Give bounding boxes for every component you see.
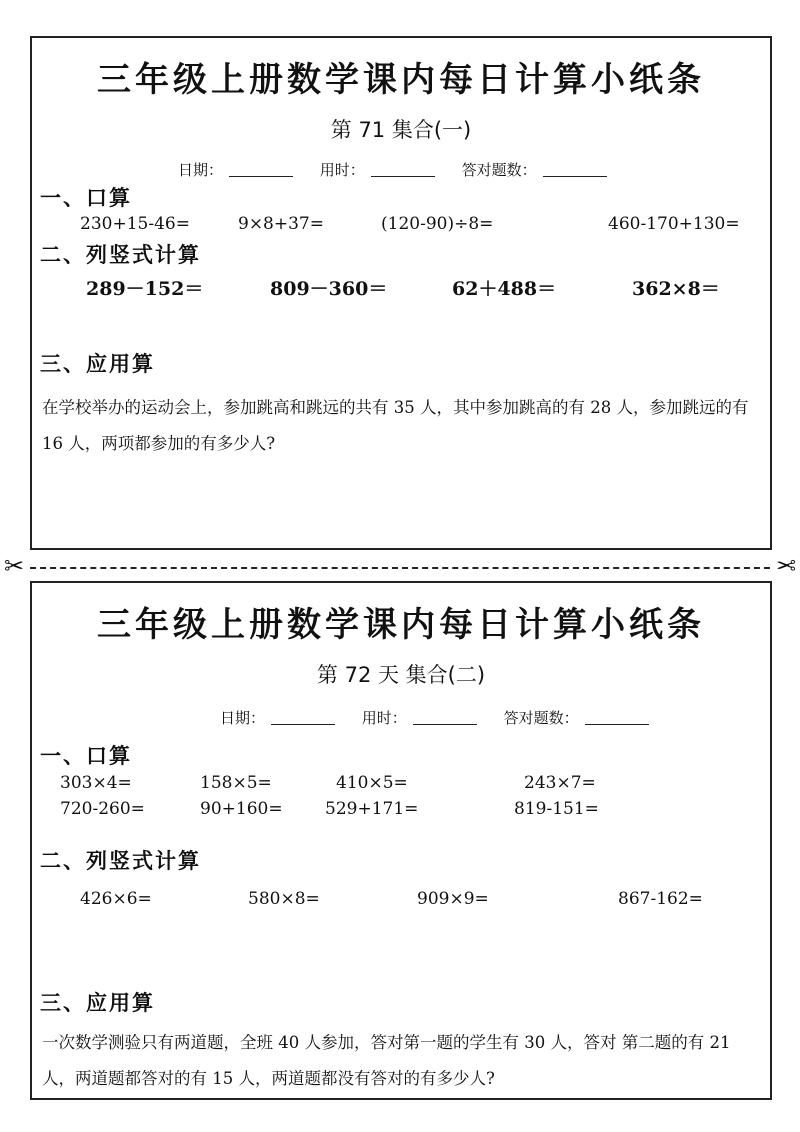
vertical-item: 809－360＝ <box>270 278 388 300</box>
oral-item: 720-260= <box>60 799 145 819</box>
cut-line <box>0 552 800 580</box>
dashed-divider <box>30 567 770 569</box>
time-label: 用时： <box>319 161 365 179</box>
worksheet-title: 三年级上册数学课内每日计算小纸条 <box>97 605 705 645</box>
date-label: 日期： <box>220 709 266 727</box>
date-blank[interactable] <box>229 162 293 177</box>
vertical-item: 580×8= <box>248 889 320 909</box>
word-problem: 在学校举办的运动会上，参加跳高和跳远的共有 35 人，其中参加跳高的有 28 人，参加跳远的有 16 人，两项都参加的有多少人? <box>42 398 749 453</box>
worksheet-subtitle: 第 72 天 集合(二) <box>316 663 486 687</box>
vertical-item: 62＋488＝ <box>452 278 557 300</box>
oral-item: 303×4= <box>60 773 132 793</box>
date-label: 日期： <box>178 161 224 179</box>
oral-item: 460-170+130= <box>608 214 740 234</box>
meta-row <box>178 159 629 180</box>
applied-heading: 三、应用算 <box>40 352 155 376</box>
scissors-icon: ✂ <box>775 552 796 580</box>
worksheet-day-72 <box>30 581 772 1100</box>
worksheet-title: 三年级上册数学课内每日计算小纸条 <box>97 60 705 100</box>
score-blank[interactable] <box>585 710 649 725</box>
vertical-item: 909×9= <box>417 889 489 909</box>
oral-item: (120-90)÷8= <box>381 214 494 234</box>
oral-heading: 一、口算 <box>40 744 132 768</box>
time-label: 用时： <box>361 709 407 727</box>
worksheet-subtitle: 第 71 集合(一) <box>330 118 472 142</box>
time-blank[interactable] <box>413 710 477 725</box>
oral-item: 230+15-46= <box>80 214 190 234</box>
oral-heading: 一、口算 <box>40 186 132 210</box>
oral-item: 243×7= <box>524 773 596 793</box>
oral-item: 529+171= <box>325 799 419 819</box>
applied-heading: 三、应用算 <box>40 991 155 1015</box>
score-label: 答对题数： <box>461 161 537 179</box>
word-problem: 一次数学测验只有两道题，全班 40 人参加，答对第一题的学生有 30 人，答对 第二题的有 21 人，两道题都答对的有 15 人，两道题都没有答对的有多少人? <box>42 1033 731 1088</box>
score-label: 答对题数： <box>503 709 579 727</box>
scissors-icon: ✂ <box>4 552 25 580</box>
vertical-item: 289－152＝ <box>86 278 204 300</box>
date-blank[interactable] <box>271 710 335 725</box>
time-blank[interactable] <box>371 162 435 177</box>
vertical-item: 867-162= <box>618 889 703 909</box>
vertical-heading: 二、列竖式计算 <box>40 243 201 267</box>
oral-item: 158×5= <box>200 773 272 793</box>
score-blank[interactable] <box>543 162 607 177</box>
worksheet-day-71 <box>30 36 772 550</box>
meta-row <box>220 707 671 728</box>
vertical-item: 426×6= <box>80 889 152 909</box>
oral-item: 410×5= <box>336 773 408 793</box>
oral-item: 90+160= <box>200 799 283 819</box>
oral-item: 9×8+37= <box>238 214 324 234</box>
oral-item: 819-151= <box>514 799 599 819</box>
vertical-heading: 二、列竖式计算 <box>40 849 201 873</box>
vertical-item: 362×8＝ <box>632 278 720 300</box>
